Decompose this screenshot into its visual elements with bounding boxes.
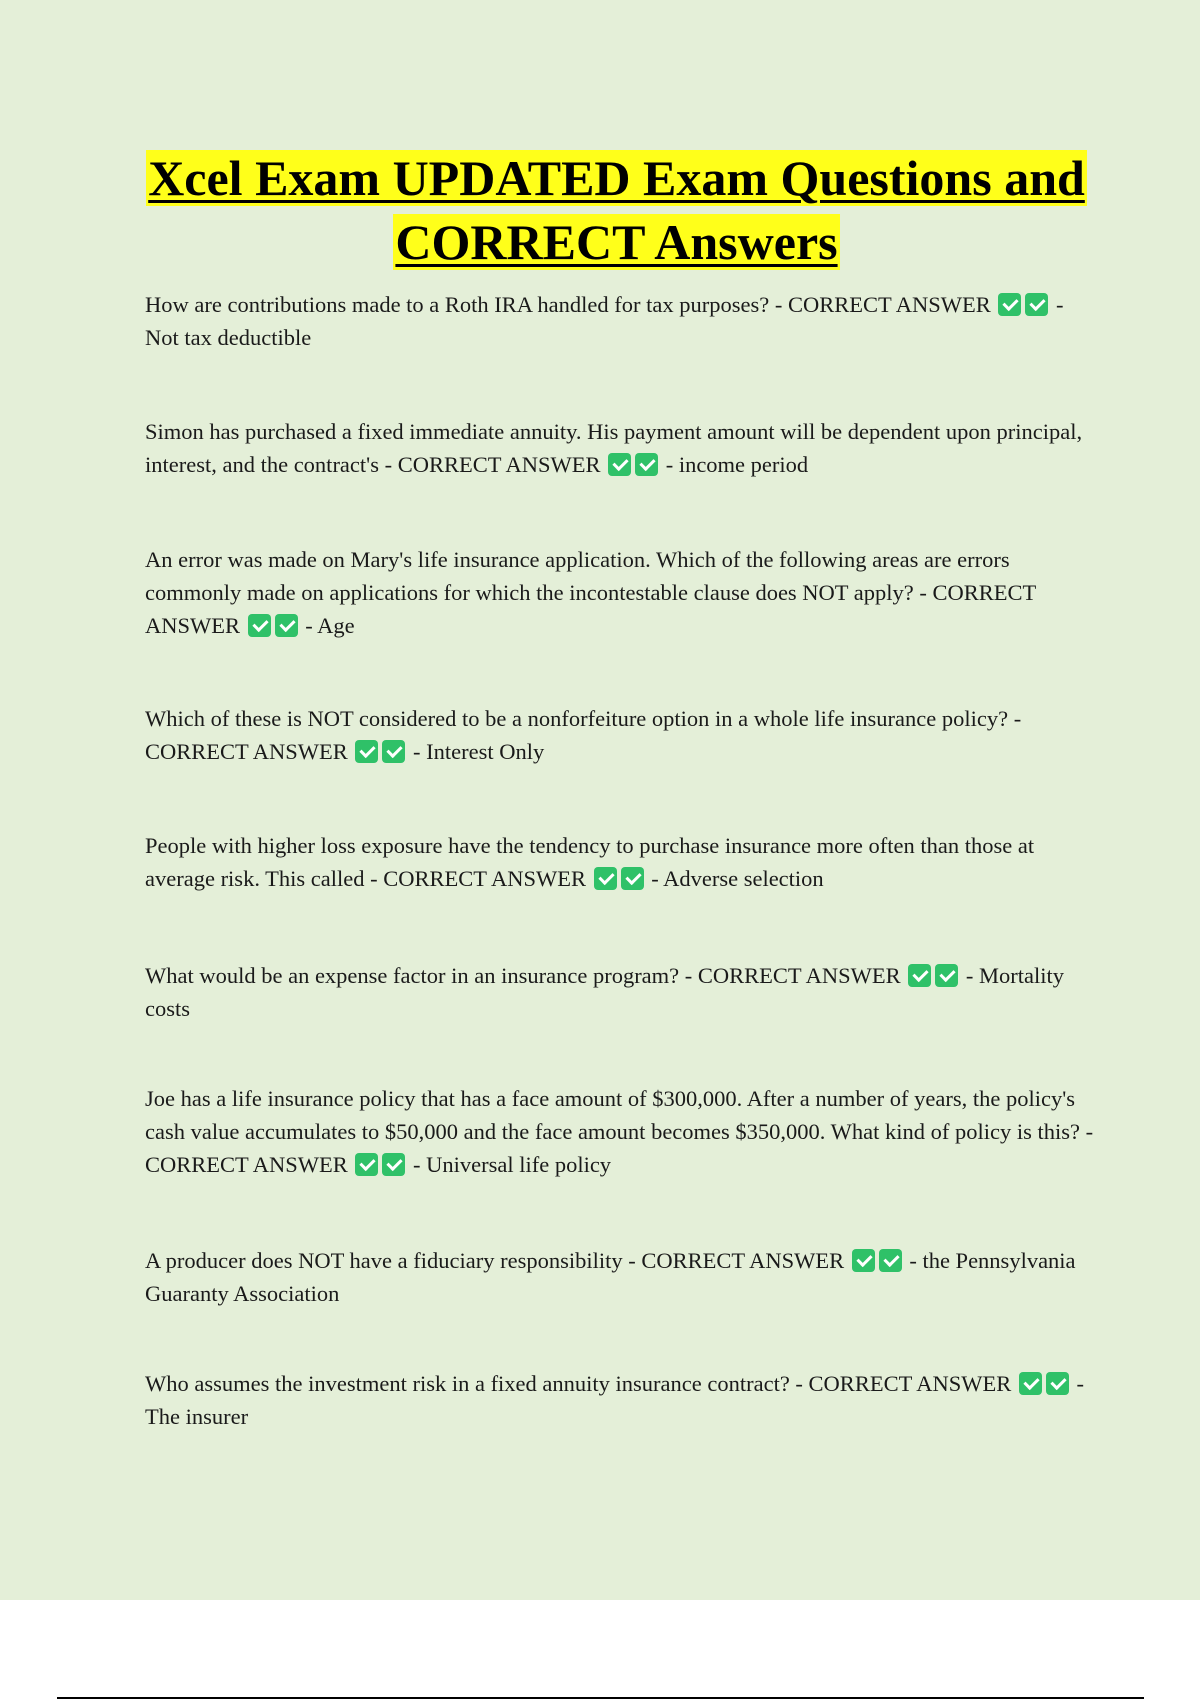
title-line-2: CORRECT Answers bbox=[395, 214, 838, 270]
green-checkmark-icon bbox=[275, 614, 298, 637]
qa-item bbox=[145, 829, 1095, 895]
document-title bbox=[145, 146, 1088, 274]
question-text: How are contributions made to a Roth IRA handled for tax purposes? - CORRECT ANSWER bbox=[145, 292, 991, 317]
green-checkmark-icon bbox=[1025, 293, 1048, 316]
green-checkmark-icon bbox=[1019, 1372, 1042, 1395]
answer-text: - Age bbox=[305, 613, 355, 638]
qa-item bbox=[145, 1367, 1095, 1433]
qa-item bbox=[145, 959, 1095, 1025]
answer-text: - Interest Only bbox=[413, 739, 545, 764]
answer-text: - Universal life policy bbox=[413, 1152, 612, 1177]
answer-text: - Not tax deductible bbox=[145, 292, 1064, 350]
green-checkmark-icon bbox=[248, 614, 271, 637]
green-checkmark-icon bbox=[908, 964, 931, 987]
qa-item bbox=[145, 1082, 1095, 1181]
green-checkmark-icon bbox=[355, 1153, 378, 1176]
question-text: What would be an expense factor in an insurance program? - CORRECT ANSWER bbox=[145, 963, 901, 988]
qa-item bbox=[145, 1244, 1095, 1310]
green-checkmark-icon bbox=[1046, 1372, 1069, 1395]
green-checkmark-icon bbox=[382, 740, 405, 763]
qa-item bbox=[145, 702, 1095, 768]
title-line-1: Xcel Exam UPDATED Exam Questions and bbox=[148, 150, 1085, 206]
green-checkmark-icon bbox=[594, 867, 617, 890]
answer-text: - Adverse selection bbox=[651, 866, 824, 891]
green-checkmark-icon bbox=[852, 1249, 875, 1272]
green-checkmark-icon bbox=[635, 453, 658, 476]
answer-text: - income period bbox=[665, 452, 809, 477]
answer-text: - the Pennsylvania Guaranty Association bbox=[145, 1248, 1076, 1306]
footer-divider bbox=[57, 1697, 1144, 1699]
green-checkmark-icon bbox=[879, 1249, 902, 1272]
answer-text: - The insurer bbox=[145, 1371, 1085, 1429]
question-text: Which of these is NOT considered to be a nonforfeiture option in a whole life insurance policy? - CORRECT ANSWER bbox=[145, 706, 1022, 764]
green-checkmark-icon bbox=[935, 964, 958, 987]
green-checkmark-icon bbox=[608, 453, 631, 476]
question-text: People with higher loss exposure have the tendency to purchase insurance more often than those at average risk. This called - CORRECT ANSWER bbox=[145, 833, 1035, 891]
green-checkmark-icon bbox=[621, 867, 644, 890]
question-text: Simon has purchased a fixed immediate annuity. His payment amount will be dependent upon principal, interest, and the contract's - CORRECT ANSWER bbox=[145, 419, 1083, 477]
qa-item bbox=[145, 288, 1095, 354]
qa-item bbox=[145, 415, 1095, 481]
qa-item bbox=[145, 543, 1095, 642]
question-text: An error was made on Mary's life insurance application. Which of the following areas are errors commonly made on applications for which the incontestable clause does NOT apply? - CORRECT ANSWER bbox=[145, 547, 1036, 638]
question-text: Joe has a life insurance policy that has a face amount of $300,000. After a number of years, the policy's cash value accumulates to $50,000 and the face amount becomes $350,000. What kind of policy is this? - CORRECT ANSWER bbox=[145, 1086, 1094, 1177]
green-checkmark-icon bbox=[382, 1153, 405, 1176]
green-checkmark-icon bbox=[355, 740, 378, 763]
green-checkmark-icon bbox=[998, 293, 1021, 316]
answer-text: - Mortality costs bbox=[145, 963, 1064, 1021]
question-text: Who assumes the investment risk in a fixed annuity insurance contract? - CORRECT ANSWER bbox=[145, 1371, 1012, 1396]
question-text: A producer does NOT have a fiduciary responsibility - CORRECT ANSWER bbox=[145, 1248, 845, 1273]
